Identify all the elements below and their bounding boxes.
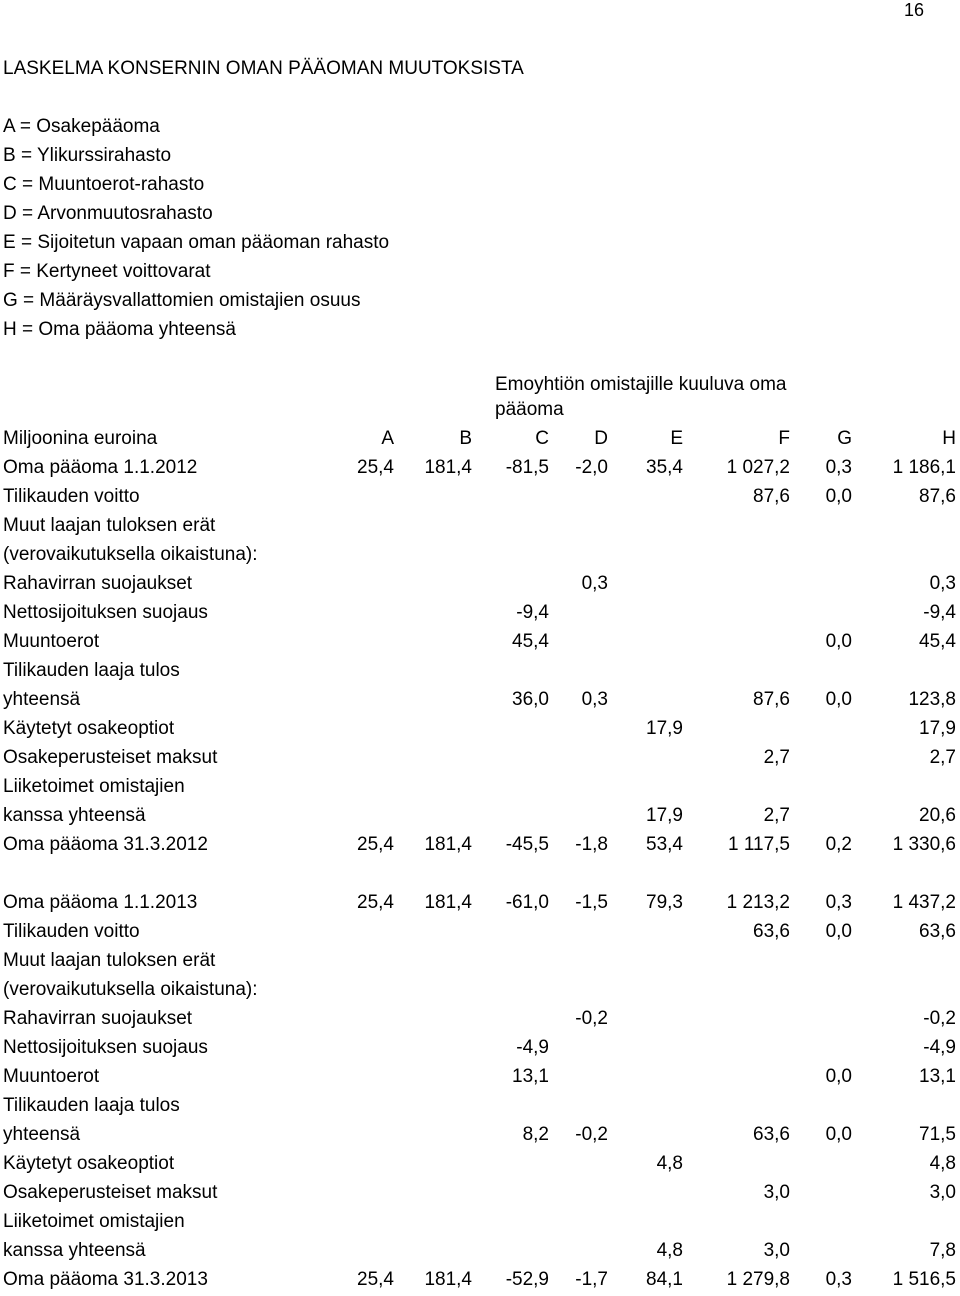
row-label: Muuntoerot (3, 1066, 100, 1087)
cell-d: -0,2 (575, 1124, 608, 1145)
cell-g: 0,3 (825, 1269, 852, 1290)
cell-f: 63,6 (753, 1124, 790, 1145)
cell-c: -61,0 (505, 892, 549, 913)
cell-c: -81,5 (505, 457, 549, 478)
column-header-g: G (837, 428, 852, 449)
table-row (0, 455, 960, 484)
cell-b: 181,4 (424, 1269, 472, 1290)
table-header-row (0, 426, 960, 455)
table-row (0, 1006, 960, 1035)
cell-f: 1 117,5 (728, 834, 790, 855)
row-label: Oma pääoma 1.1.2012 (3, 457, 198, 478)
row-label: Oma pääoma 31.3.2013 (3, 1269, 208, 1290)
legend-item-f: F = Kertyneet voittovarat (3, 261, 211, 282)
cell-d: -1,7 (575, 1269, 608, 1290)
row-label: Osakeperusteiset maksut (3, 747, 218, 768)
report-title: LASKELMA KONSERNIN OMAN PÄÄOMAN MUUTOKSISTA (3, 58, 524, 79)
cell-h: 3,0 (929, 1182, 956, 1203)
cell-g: 0,0 (825, 486, 852, 507)
table-row (0, 658, 960, 687)
table-row (0, 629, 960, 658)
cell-b: 181,4 (424, 457, 472, 478)
cell-g: 0,0 (825, 1066, 852, 1087)
cell-g: 0,0 (825, 1124, 852, 1145)
cell-g: 0,0 (825, 631, 852, 652)
cell-d: 0,3 (581, 573, 608, 594)
row-label: Rahavirran suojaukset (3, 573, 193, 594)
table-row (0, 687, 960, 716)
row-label: Nettosijoituksen suojaus (3, 1037, 208, 1058)
table-row (0, 1151, 960, 1180)
cell-a: 25,4 (357, 1269, 394, 1290)
cell-d: -1,8 (575, 834, 608, 855)
row-label: Muut laajan tuloksen erät (3, 950, 216, 971)
row-label: Käytetyt osakeoptiot (3, 718, 175, 739)
column-header-c: C (535, 428, 549, 449)
cell-d: -2,0 (575, 457, 608, 478)
table-row (0, 484, 960, 513)
row-label: (verovaikutuksella oikaistuna): (3, 544, 258, 565)
table-row (0, 513, 960, 542)
row-label: Muut laajan tuloksen erät (3, 515, 216, 536)
column-header-h: H (942, 428, 956, 449)
legend-item-h: H = Oma pääoma yhteensä (3, 319, 236, 340)
legend-item-b: B = Ylikurssirahasto (3, 145, 172, 166)
cell-h: 17,9 (919, 718, 956, 739)
table-row (0, 1267, 960, 1296)
row-label: kanssa yhteensä (3, 1240, 146, 1261)
cell-g: 0,0 (825, 689, 852, 710)
cell-h: 1 437,2 (892, 892, 956, 913)
cell-f: 1 279,8 (726, 1269, 790, 1290)
column-header-b: B (459, 428, 472, 449)
table-row (0, 1093, 960, 1122)
cell-a: 25,4 (357, 892, 394, 913)
cell-e: 53,4 (646, 834, 683, 855)
cell-e: 4,8 (656, 1240, 683, 1261)
table-row (0, 1209, 960, 1238)
cell-a: 25,4 (357, 457, 394, 478)
cell-c: -45,5 (505, 834, 549, 855)
row-label: Oma pääoma 31.3.2012 (3, 834, 208, 855)
table-row (0, 948, 960, 977)
row-label: Muuntoerot (3, 631, 100, 652)
cell-h: -0,2 (923, 1008, 956, 1029)
cell-e: 17,9 (646, 718, 683, 739)
table-row (0, 919, 960, 948)
cell-c: 13,1 (512, 1066, 549, 1087)
row-label: Nettosijoituksen suojaus (3, 602, 208, 623)
cell-g: 0,0 (825, 921, 852, 942)
table-row (0, 1238, 960, 1267)
cell-f: 3,0 (763, 1240, 790, 1261)
unit-label: Miljoonina euroina (3, 428, 158, 449)
table-row (0, 803, 960, 832)
column-group-header (495, 372, 840, 422)
cell-c: 8,2 (522, 1124, 549, 1145)
cell-f: 1 213,2 (726, 892, 790, 913)
cell-h: 7,8 (929, 1240, 956, 1261)
cell-h: 4,8 (929, 1153, 956, 1174)
row-label: Tilikauden laaja tulos (3, 660, 180, 681)
cell-f: 3,0 (763, 1182, 790, 1203)
equity-changes-table (0, 426, 960, 1296)
table-row (0, 542, 960, 571)
table-row (0, 977, 960, 1006)
legend-item-d: D = Arvonmuutosrahasto (3, 203, 213, 224)
cell-c: -9,4 (516, 602, 549, 623)
row-label: Tilikauden voitto (3, 921, 140, 942)
cell-d: -1,5 (575, 892, 608, 913)
cell-h: 13,1 (919, 1066, 956, 1087)
cell-e: 84,1 (646, 1269, 683, 1290)
cell-h: 63,6 (919, 921, 956, 942)
cell-g: 0,2 (825, 834, 852, 855)
row-label: Oma pääoma 1.1.2013 (3, 892, 198, 913)
page-number: 16 (903, 0, 924, 20)
legend-item-g: G = Määräysvallattomien omistajien osuus (3, 290, 361, 311)
column-legend (3, 117, 389, 349)
legend-item-e: E = Sijoitetun vapaan oman pääoman rahasto (3, 232, 390, 253)
cell-h: 123,8 (908, 689, 956, 710)
row-label: yhteensä (3, 689, 81, 710)
cell-d: 0,3 (581, 689, 608, 710)
row-label: (verovaikutuksella oikaistuna): (3, 979, 258, 1000)
cell-f: 87,6 (753, 689, 790, 710)
row-label: Tilikauden laaja tulos (3, 1095, 180, 1116)
cell-h: 1 186,1 (892, 457, 956, 478)
column-header-f: F (778, 428, 790, 449)
table-row (0, 1180, 960, 1209)
table-body (0, 455, 960, 1296)
cell-h: 1 330,6 (892, 834, 956, 855)
cell-f: 2,7 (763, 805, 790, 826)
column-group-header-line1: Emoyhtiön omistajille kuuluva oma (495, 374, 787, 395)
cell-a: 25,4 (357, 834, 394, 855)
row-label: Käytetyt osakeoptiot (3, 1153, 175, 1174)
table-row (0, 1035, 960, 1064)
table-row (0, 745, 960, 774)
table-row (0, 832, 960, 861)
row-label: Tilikauden voitto (3, 486, 140, 507)
cell-g: 0,3 (825, 457, 852, 478)
table-row (0, 1122, 960, 1151)
table-row (0, 600, 960, 629)
cell-h: -4,9 (923, 1037, 956, 1058)
cell-e: 79,3 (646, 892, 683, 913)
table-row (0, 890, 960, 919)
legend-item-a: A = Osakepääoma (3, 116, 160, 137)
cell-c: -4,9 (516, 1037, 549, 1058)
row-label: Liiketoimet omistajien (3, 776, 185, 797)
table-row (0, 1064, 960, 1093)
column-header-a: A (381, 428, 394, 449)
cell-g: 0,3 (825, 892, 852, 913)
cell-h: 2,7 (929, 747, 956, 768)
cell-h: -9,4 (923, 602, 956, 623)
cell-e: 17,9 (646, 805, 683, 826)
cell-e: 4,8 (656, 1153, 683, 1174)
table-row (0, 774, 960, 803)
column-group-header-line2: pääoma (495, 399, 564, 420)
table-row (0, 716, 960, 745)
cell-f: 1 027,2 (726, 457, 790, 478)
cell-b: 181,4 (424, 892, 472, 913)
row-label: Rahavirran suojaukset (3, 1008, 193, 1029)
cell-f: 63,6 (753, 921, 790, 942)
row-label: yhteensä (3, 1124, 81, 1145)
cell-d: -0,2 (575, 1008, 608, 1029)
cell-b: 181,4 (424, 834, 472, 855)
column-header-d: D (594, 428, 608, 449)
cell-h: 0,3 (929, 573, 956, 594)
row-label: kanssa yhteensä (3, 805, 146, 826)
cell-c: 45,4 (512, 631, 549, 652)
cell-h: 87,6 (919, 486, 956, 507)
cell-h: 45,4 (919, 631, 956, 652)
cell-h: 20,6 (919, 805, 956, 826)
cell-h: 1 516,5 (892, 1269, 956, 1290)
cell-c: -52,9 (505, 1269, 549, 1290)
cell-h: 71,5 (919, 1124, 956, 1145)
row-label: Osakeperusteiset maksut (3, 1182, 218, 1203)
table-row (0, 571, 960, 600)
row-label: Liiketoimet omistajien (3, 1211, 185, 1232)
cell-f: 2,7 (763, 747, 790, 768)
legend-item-c: C = Muuntoerot-rahasto (3, 174, 205, 195)
cell-f: 87,6 (753, 486, 790, 507)
cell-c: 36,0 (512, 689, 549, 710)
cell-e: 35,4 (646, 457, 683, 478)
column-header-e: E (670, 428, 683, 449)
